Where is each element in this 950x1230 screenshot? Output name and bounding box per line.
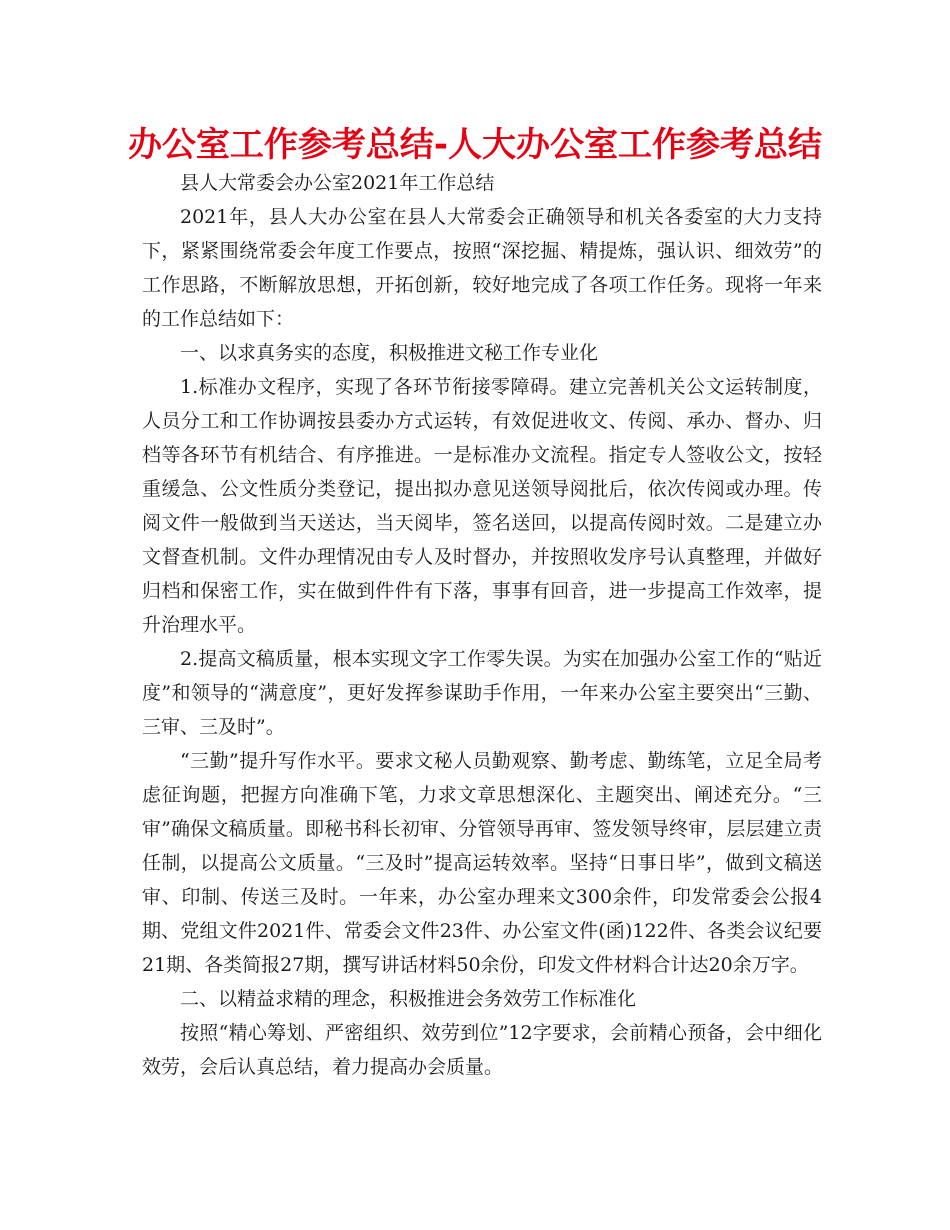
paragraph-intro: 2021年，县人大办公室在县人大常委会正确领导和机关各委室的大力支持下，紧紧围绕常委会年度工作要点，按照“深挖掘、精提炼，强认识、细效劳”的工作思路，不断解放思想，开拓创新，较好地完成了各项工作任务。现将一年来的工作总结如下： bbox=[142, 206, 822, 330]
section-heading-1: 一、以求真务实的态度，积极推进文秘工作专业化 bbox=[180, 342, 599, 364]
paragraph-item-1: 1.标准办文程序，实现了各环节衔接零障碍。建立完善机关公文运转制度，人员分工和工作协调按县委办方式运转，有效促进收文、传阅、承办、督办、归档等各环节有机结合、有序推进。一是标准办文流程。指定专人签收公文，按轻重缓急、公文性质分类登记，提出拟办意见送领导阅批后，依次传阅或办理。传阅文件一般做到当天送达，当天阅毕，签名送回，以提高传阅时效。二是建立办文督查机制。文件办理情况由专人及时督办，并按照收发序号认真整理，并做好归档和保密工作，实在做到件件有下落，事事有回音，进一步提高工作效率，提升治理水平。 bbox=[142, 376, 822, 636]
document-body bbox=[142, 166, 822, 1084]
document-title: 办公室工作参考总结-人大办公室工作参考总结 bbox=[127, 125, 823, 165]
paragraph-subtitle: 县人大常委会办公室2021年工作总结 bbox=[180, 172, 495, 194]
section-heading-2: 二、以精益求精的理念，积极推进会务效劳工作标准化 bbox=[180, 988, 637, 1010]
paragraph-meeting-service: 按照“精心筹划、严密组织、效劳到位”12字要求，会前精心预备，会中细化效劳，会后认真总结，着力提高办会质量。 bbox=[142, 1022, 822, 1078]
paragraph-three-points: “三勤”提升写作水平。要求文秘人员勤观察、勤考虑、勤练笔，立足全局考虑征询题，把握方向准确下笔，力求文章思想深化、主题突出、阐述充分。“三审”确保文稿质量。即秘书科长初审、分管领导再审、签发领导终审，层层建立责任制，以提高公文质量。“三及时”提高运转效率。坚持“日事日毕”，做到文稿送审、印制、传送三及时。一年来，办公室办理来文300余件，印发常委会公报4期、党组文件2021件、常委会文件23件、办公室文件(函)122件、各类会议纪要21期、各类简报27期，撰写讲话材料50余份，印发文件材料合计达20余万字。 bbox=[142, 750, 822, 976]
paragraph-item-2: 2.提高文稿质量，根本实现文字工作零失误。为实在加强办公室工作的“贴近度”和领导的“满意度”，更好发挥参谋助手作用，一年来办公室主要突出“三勤、三审、三及时”。 bbox=[142, 648, 822, 738]
